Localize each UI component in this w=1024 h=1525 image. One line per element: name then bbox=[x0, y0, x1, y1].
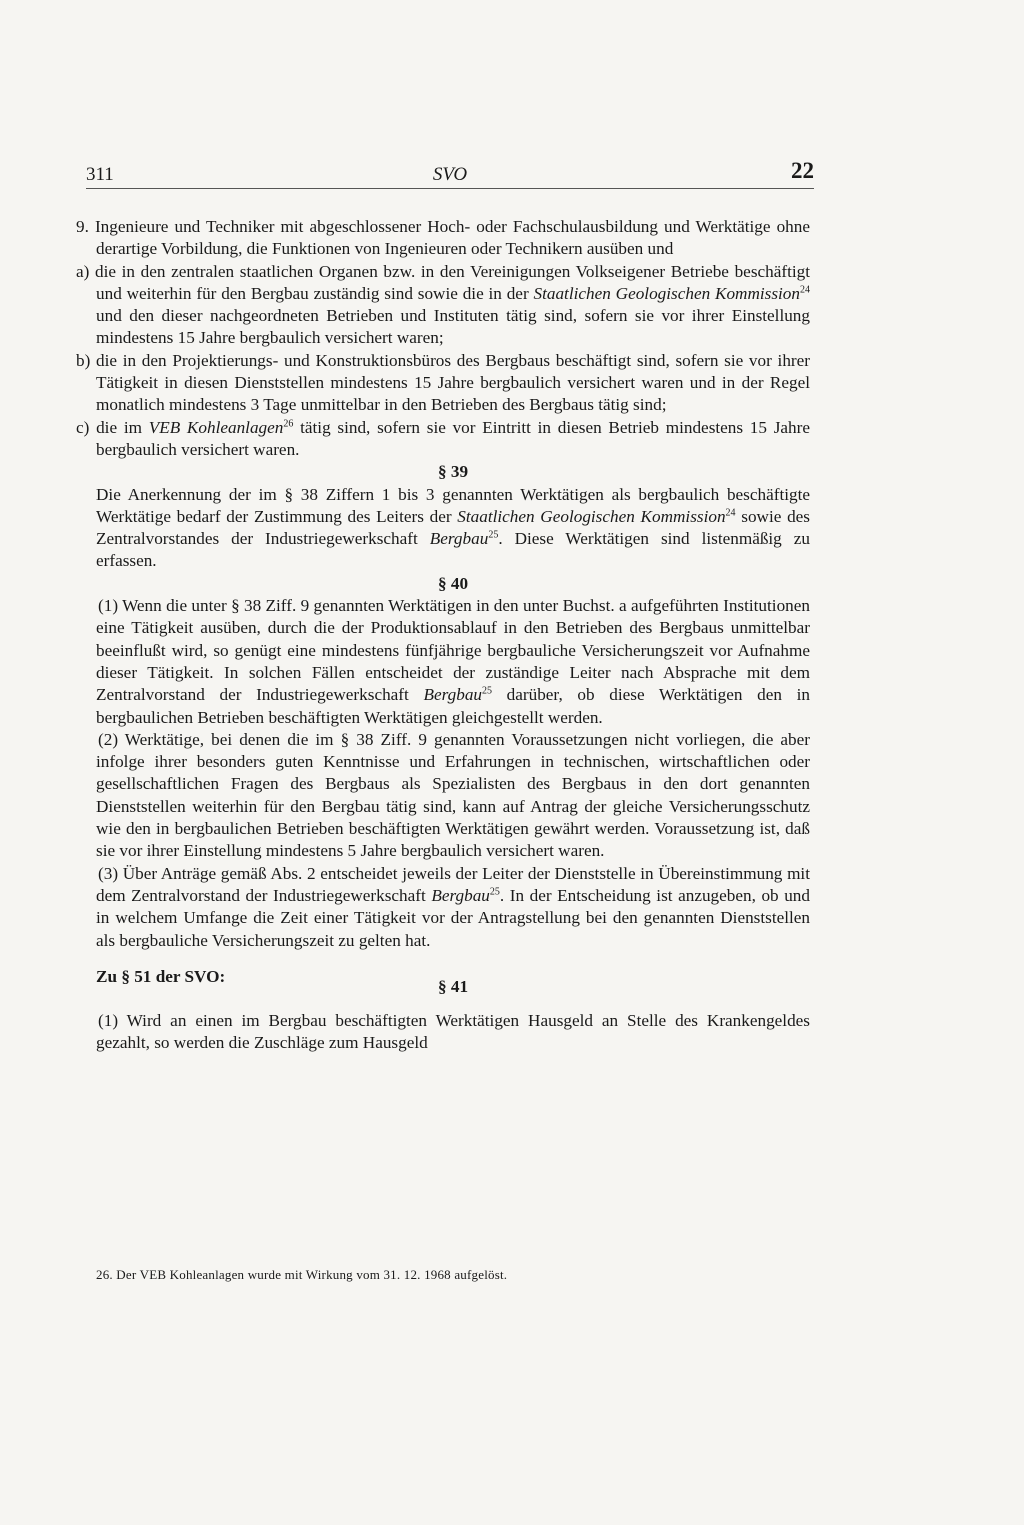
footnote-26: 26. Der VEB Kohleanlagen wurde mit Wirkung vom 31. 12. 1968 aufgelöst. bbox=[96, 1267, 508, 1282]
s40-p1-footnote-ref: 25 bbox=[482, 685, 493, 697]
item-9a-rest: und den dieser nachgeordneten Betrieben und Instituten tätig sind, sofern sie vor ihrer Einstellung mindestens 15 Jahre bergbaulich versichert waren; bbox=[96, 306, 810, 348]
list-item-9c bbox=[76, 417, 810, 462]
zu-svo-label: Zu § 51 der SVO: bbox=[96, 966, 226, 986]
s39-text-2: sowie des Zentralvorstandes der Industriegewerkschaft bbox=[96, 506, 810, 549]
item-9c-italic: VEB Kohleanlagen bbox=[148, 417, 284, 437]
s39-text-3: . Diese Werktätigen sind listenmäßig zu erfassen. bbox=[96, 529, 810, 571]
section-heading-39: § 39 bbox=[437, 462, 469, 482]
page-number: 311 bbox=[86, 164, 114, 185]
s40-p3-footnote-ref: 25 bbox=[489, 886, 500, 898]
footnote-ref-26: 26 bbox=[283, 417, 294, 429]
running-title: SVO bbox=[432, 164, 468, 185]
section-41-heading-row bbox=[96, 966, 810, 1010]
s40-p1-text: (1) Wenn die unter § 38 Ziff. 9 genannten Werktätigen in den unter Buchst. a aufgeführten Institutionen eine Tätigkeit ausüben, durch die der Produktionsablauf in den Betrieben des Bergbaus unmittelbar beeinflußt wird, so genügt eine mindestens fünfjährige bergbauliche Versicherungszeit vor Aufnahme dieser Tätigkeit. In solchen Fällen entscheidet der zuständige Leiter nach Absprache mit dem Zentralvorstand der Industriegewerkschaft bbox=[96, 596, 810, 705]
item-9c-text: c) die im bbox=[76, 417, 149, 437]
footnote-ref-24: 24 bbox=[800, 284, 810, 296]
section-40-paragraph-1 bbox=[96, 595, 810, 729]
section-heading-41: § 41 bbox=[437, 976, 469, 996]
section-number: 22 bbox=[791, 158, 814, 183]
s40-p3-rest: . In der Entscheidung ist anzugeben, ob und in welchem Umfange die Zeit einer Tätigkeit vor der Antragstellung bei den genannten Dienststellen als bergbauliche Versicherungszeit zu gelten hat. bbox=[96, 885, 810, 950]
page-body bbox=[76, 216, 810, 1054]
s39-text-1: Die Anerkennung der im § 38 Ziffern 1 bis 3 genannten Werktätigen als bergbaulich beschäftigte Werktätige bedarf der Zustimmung des Leiters der bbox=[96, 484, 810, 526]
s40-p1-italic: Bergbau bbox=[423, 685, 483, 705]
section-39-paragraph bbox=[96, 484, 810, 573]
list-item-9b: b) die in den Projektierungs- und Konstruktionsbüros des Bergbaus beschäftigt sind, sofern sie vor ihrer Tätigkeit in diesen Dienststellen mindestens 15 Jahre bergbaulich versichert waren und in der Regel monatlich mindestens 3 Tage unmittelbar in den Betrieben des Bergbaus tätig sind; bbox=[76, 350, 810, 415]
item-9a-text: a) die in den zentralen staatlichen Organen bzw. in den Vereinigungen Volkseigener Betriebe beschäftigt und weiterhin für den Bergbau zuständig sind sowie die in der bbox=[76, 261, 810, 303]
s39-italic-1: Staatlichen Geologischen Kommission bbox=[457, 506, 726, 526]
list-item-9: 9. Ingenieure und Techniker mit abgeschlossener Hoch- oder Fachschulausbildung und Werktätige ohne derartige Vorbildung, die Funktionen von Ingenieuren oder Technikern ausüben und bbox=[76, 217, 810, 259]
list-item-9a bbox=[76, 261, 810, 350]
section-heading-40: § 40 bbox=[437, 573, 469, 593]
s39-footnote-ref-2: 25 bbox=[488, 529, 499, 541]
item-9a-italic: Staatlichen Geologischen Kommission bbox=[533, 283, 800, 303]
section-41-paragraph-1: (1) Wird an einen im Bergbau beschäftigten Werktätigen Hausgeld an Stelle des Krankengeldes gezahlt, so werden die Zuschläge zum Hausgeld bbox=[96, 1010, 810, 1053]
item-9c-rest: tätig sind, sofern sie vor Eintritt in diesen Betrieb mindestens 15 Jahre bergbaulich versichert waren. bbox=[96, 417, 810, 459]
section-40-paragraph-2: (2) Werktätige, bei denen die im § 38 Ziff. 9 genannten Voraussetzungen nicht vorliegen, die aber infolge ihrer besonders guten Kenntnisse und Erfahrungen in technischen, wirtschaftlichen oder gesellschaftlichen Fragen des Bergbaus als Spezialisten des Bergbaus in den dort genannten Dienststellen weiterhin für den Bergbau tätig sind, kann auf Antrag der gleiche Versicherungsschutz wie den in bergbaulichen Betrieben beschäftigten Werktätigen gewährt werden. Voraussetzung ist, daß sie vor ihrer Einstellung mindestens 5 Jahre bergbaulich versichert waren. bbox=[96, 729, 810, 861]
s39-footnote-ref-1: 24 bbox=[725, 507, 736, 519]
page-header bbox=[86, 158, 814, 190]
header-rule bbox=[86, 188, 814, 189]
s40-p3-text: (3) Über Anträge gemäß Abs. 2 entscheidet jeweils der Leiter der Dienststelle in Übereinstimmung mit dem Zentralvorstand der Industriegewerkschaft bbox=[96, 863, 810, 905]
section-40-paragraph-3 bbox=[96, 863, 810, 952]
s40-p3-italic: Bergbau bbox=[431, 885, 490, 905]
s40-p1-rest: darüber, ob diese Werktätigen den in bergbaulichen Betrieben beschäftigten Werktätigen gleichgestellt werden. bbox=[96, 685, 810, 727]
s39-italic-2: Bergbau bbox=[429, 529, 489, 549]
